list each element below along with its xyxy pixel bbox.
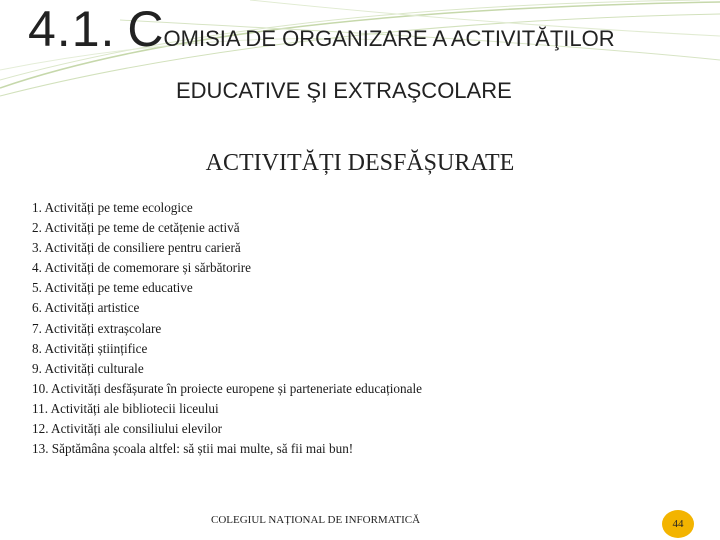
list-item: 11. Activități ale bibliotecii liceului: [32, 400, 219, 416]
list-item: 8. Activități științifice: [32, 340, 148, 356]
list-item: 3. Activități de consiliere pentru carieră: [32, 240, 241, 256]
list-item: 13. Săptămâna școala altfel: să știi mai multe, să fii mai bun!: [32, 441, 354, 457]
title-initial: C: [127, 1, 164, 57]
title-text-line1: OMISIA DE ORGANIZARE A ACTIVITĂŢILOR: [163, 26, 615, 51]
list-item: 2. Activități pe teme de cetățenie activă: [32, 220, 240, 236]
title-text-line2: EDUCATIVE ŞI EXTRAŞCOLARE: [176, 78, 512, 103]
list-item: 1. Activități pe teme ecologice: [32, 200, 193, 215]
list-item: 6. Activități artistice: [32, 300, 140, 316]
list-item: 12. Activități ale consiliului elevilor: [32, 421, 223, 437]
list-item: 4. Activități de comemorare și sărbătorire: [32, 260, 251, 276]
activities-list: [32, 198, 422, 459]
slide-title: [28, 1, 615, 57]
list-item: 5. Activități pe teme educative: [32, 280, 193, 296]
section-number: 4.1.: [28, 1, 116, 57]
footer-text: COLEGIUL NAȚIONAL DE INFORMATICĂ: [211, 514, 421, 526]
page-number: 44: [672, 518, 684, 530]
list-item: 7. Activități extrașcolare: [32, 320, 162, 336]
list-item: 10. Activități desfășurate în proiecte europene și parteneriate educaționale: [32, 380, 422, 396]
page-number-badge: [662, 510, 694, 538]
list-item: 9. Activități culturale: [32, 360, 144, 376]
section-heading: ACTIVITĂȚI DESFĂȘURATE: [205, 150, 515, 176]
